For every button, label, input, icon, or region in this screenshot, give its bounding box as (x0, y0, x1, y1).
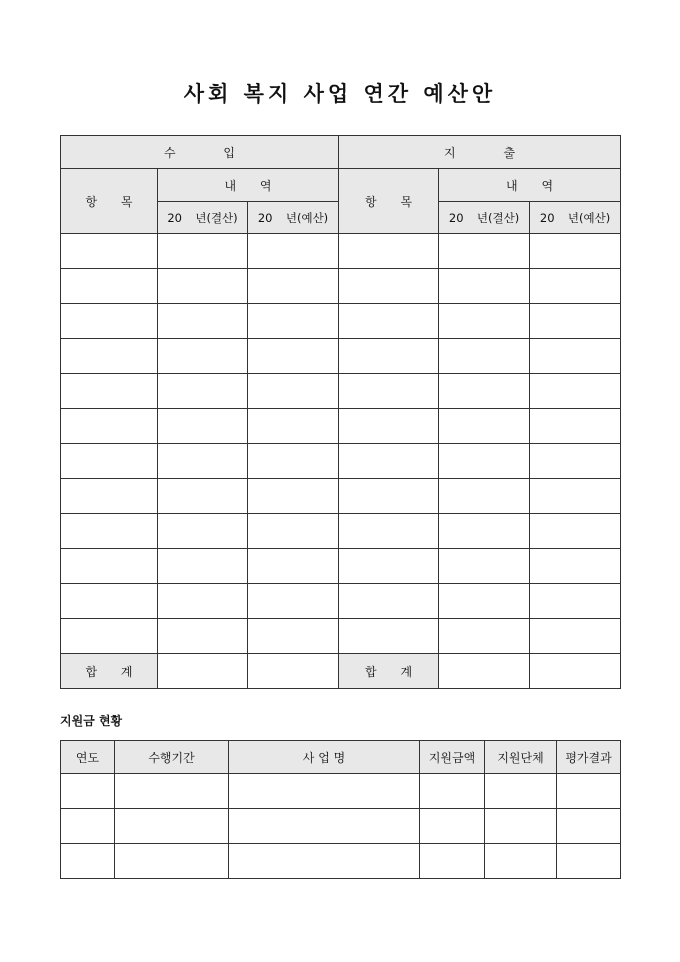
grant-header-project: 사 업 명 (229, 741, 420, 774)
expense-budget-cell[interactable] (530, 269, 621, 304)
expense-budget-cell[interactable] (530, 304, 621, 339)
grant-year-cell[interactable] (61, 809, 115, 844)
income-settled-cell[interactable] (158, 479, 248, 514)
budget-row (61, 514, 621, 549)
grant-project-cell[interactable] (229, 844, 420, 879)
income-header: 수 입 (61, 136, 339, 169)
expense-header: 지 출 (339, 136, 621, 169)
budget-row (61, 269, 621, 304)
budget-row (61, 339, 621, 374)
expense-budget-cell[interactable] (530, 514, 621, 549)
grant-header-year: 연도 (61, 741, 115, 774)
budget-row (61, 409, 621, 444)
expense-item-cell[interactable] (339, 514, 439, 549)
expense-budget-year-header: 20 년(예산) (530, 202, 621, 234)
grant-amount-cell[interactable] (420, 774, 485, 809)
grant-period-cell[interactable] (115, 774, 229, 809)
budget-row (61, 304, 621, 339)
income-settled-cell[interactable] (158, 374, 248, 409)
budget-row (61, 479, 621, 514)
expense-item-cell[interactable] (339, 444, 439, 479)
grant-period-cell[interactable] (115, 809, 229, 844)
income-item-cell[interactable] (61, 549, 158, 584)
grant-header-evaluation: 평가결과 (557, 741, 621, 774)
expense-item-cell[interactable] (339, 234, 439, 269)
expense-budget-cell[interactable] (530, 479, 621, 514)
budget-row (61, 234, 621, 269)
grant-evaluation-cell[interactable] (557, 844, 621, 879)
expense-item-cell[interactable] (339, 304, 439, 339)
expense-budget-cell[interactable] (530, 619, 621, 654)
income-item-cell[interactable] (61, 304, 158, 339)
income-item-cell[interactable] (61, 514, 158, 549)
income-settled-cell[interactable] (158, 549, 248, 584)
expense-settled-cell[interactable] (439, 304, 530, 339)
income-settled-cell[interactable] (158, 234, 248, 269)
budget-row (61, 619, 621, 654)
income-total-settled-cell[interactable] (158, 654, 248, 689)
income-item-header: 항 목 (61, 169, 158, 234)
income-settled-cell[interactable] (158, 619, 248, 654)
income-budget-cell[interactable] (248, 409, 339, 444)
income-item-cell[interactable] (61, 619, 158, 654)
income-budget-cell[interactable] (248, 304, 339, 339)
income-item-cell[interactable] (61, 584, 158, 619)
grant-year-cell[interactable] (61, 844, 115, 879)
expense-item-cell[interactable] (339, 374, 439, 409)
income-settled-year-header: 20 년(결산) (158, 202, 248, 234)
grant-evaluation-cell[interactable] (557, 774, 621, 809)
income-budget-cell[interactable] (248, 444, 339, 479)
expense-settled-cell[interactable] (439, 619, 530, 654)
income-settled-cell[interactable] (158, 269, 248, 304)
grant-section-title: 지원금 현황 (60, 714, 123, 728)
page-title: 사회 복지 사업 연간 예산안 (183, 81, 497, 106)
expense-settled-year-header: 20 년(결산) (439, 202, 530, 234)
income-item-cell[interactable] (61, 444, 158, 479)
expense-settled-cell[interactable] (439, 234, 530, 269)
income-settled-cell[interactable] (158, 339, 248, 374)
expense-budget-cell[interactable] (530, 549, 621, 584)
income-total-label: 합 계 (61, 654, 158, 689)
grant-header-amount: 지원금액 (420, 741, 485, 774)
grant-amount-cell[interactable] (420, 844, 485, 879)
grant-organization-cell[interactable] (485, 809, 557, 844)
income-budget-cell[interactable] (248, 374, 339, 409)
income-budget-cell[interactable] (248, 234, 339, 269)
income-item-cell[interactable] (61, 479, 158, 514)
expense-settled-cell[interactable] (439, 409, 530, 444)
income-budget-cell[interactable] (248, 619, 339, 654)
expense-budget-cell[interactable] (530, 374, 621, 409)
income-budget-cell[interactable] (248, 339, 339, 374)
expense-settled-cell[interactable] (439, 549, 530, 584)
budget-row (61, 584, 621, 619)
expense-settled-cell[interactable] (439, 479, 530, 514)
income-budget-cell[interactable] (248, 514, 339, 549)
grant-organization-cell[interactable] (485, 844, 557, 879)
income-settled-cell[interactable] (158, 584, 248, 619)
grant-row (61, 809, 621, 844)
expense-budget-cell[interactable] (530, 409, 621, 444)
income-settled-cell[interactable] (158, 409, 248, 444)
income-item-cell[interactable] (61, 269, 158, 304)
income-detail-header: 내 역 (158, 169, 339, 202)
grant-table (60, 740, 621, 879)
grant-evaluation-cell[interactable] (557, 809, 621, 844)
grant-row (61, 844, 621, 879)
expense-budget-cell[interactable] (530, 339, 621, 374)
expense-settled-cell[interactable] (439, 514, 530, 549)
expense-budget-cell[interactable] (530, 234, 621, 269)
expense-budget-cell[interactable] (530, 444, 621, 479)
income-budget-cell[interactable] (248, 584, 339, 619)
income-budget-cell[interactable] (248, 479, 339, 514)
income-settled-cell[interactable] (158, 444, 248, 479)
income-item-cell[interactable] (61, 234, 158, 269)
grant-project-cell[interactable] (229, 809, 420, 844)
expense-item-cell[interactable] (339, 479, 439, 514)
income-settled-cell[interactable] (158, 304, 248, 339)
income-item-cell[interactable] (61, 409, 158, 444)
expense-item-cell[interactable] (339, 409, 439, 444)
expense-settled-cell[interactable] (439, 269, 530, 304)
budget-table (60, 135, 621, 689)
grant-amount-cell[interactable] (420, 809, 485, 844)
budget-row (61, 374, 621, 409)
income-budget-cell[interactable] (248, 269, 339, 304)
expense-item-cell[interactable] (339, 549, 439, 584)
expense-detail-header: 내 역 (439, 169, 621, 202)
grant-header-organization: 지원단체 (485, 741, 557, 774)
budget-row (61, 444, 621, 479)
income-total-budget-cell[interactable] (248, 654, 339, 689)
budget-row (61, 549, 621, 584)
expense-item-cell[interactable] (339, 584, 439, 619)
grant-project-cell[interactable] (229, 774, 420, 809)
grant-header-period: 수행기간 (115, 741, 229, 774)
income-item-cell[interactable] (61, 374, 158, 409)
expense-settled-cell[interactable] (439, 339, 530, 374)
expense-settled-cell[interactable] (439, 374, 530, 409)
grant-row (61, 774, 621, 809)
grant-period-cell[interactable] (115, 844, 229, 879)
expense-settled-cell[interactable] (439, 584, 530, 619)
expense-total-settled-cell[interactable] (439, 654, 530, 689)
grant-organization-cell[interactable] (485, 774, 557, 809)
expense-item-cell[interactable] (339, 619, 439, 654)
expense-item-cell[interactable] (339, 339, 439, 374)
expense-item-header: 항 목 (339, 169, 439, 234)
income-settled-cell[interactable] (158, 514, 248, 549)
income-budget-year-header: 20 년(예산) (248, 202, 339, 234)
expense-total-label: 합 계 (339, 654, 439, 689)
income-item-cell[interactable] (61, 339, 158, 374)
expense-budget-cell[interactable] (530, 584, 621, 619)
expense-item-cell[interactable] (339, 269, 439, 304)
expense-total-budget-cell[interactable] (530, 654, 621, 689)
grant-year-cell[interactable] (61, 774, 115, 809)
expense-settled-cell[interactable] (439, 444, 530, 479)
income-budget-cell[interactable] (248, 549, 339, 584)
